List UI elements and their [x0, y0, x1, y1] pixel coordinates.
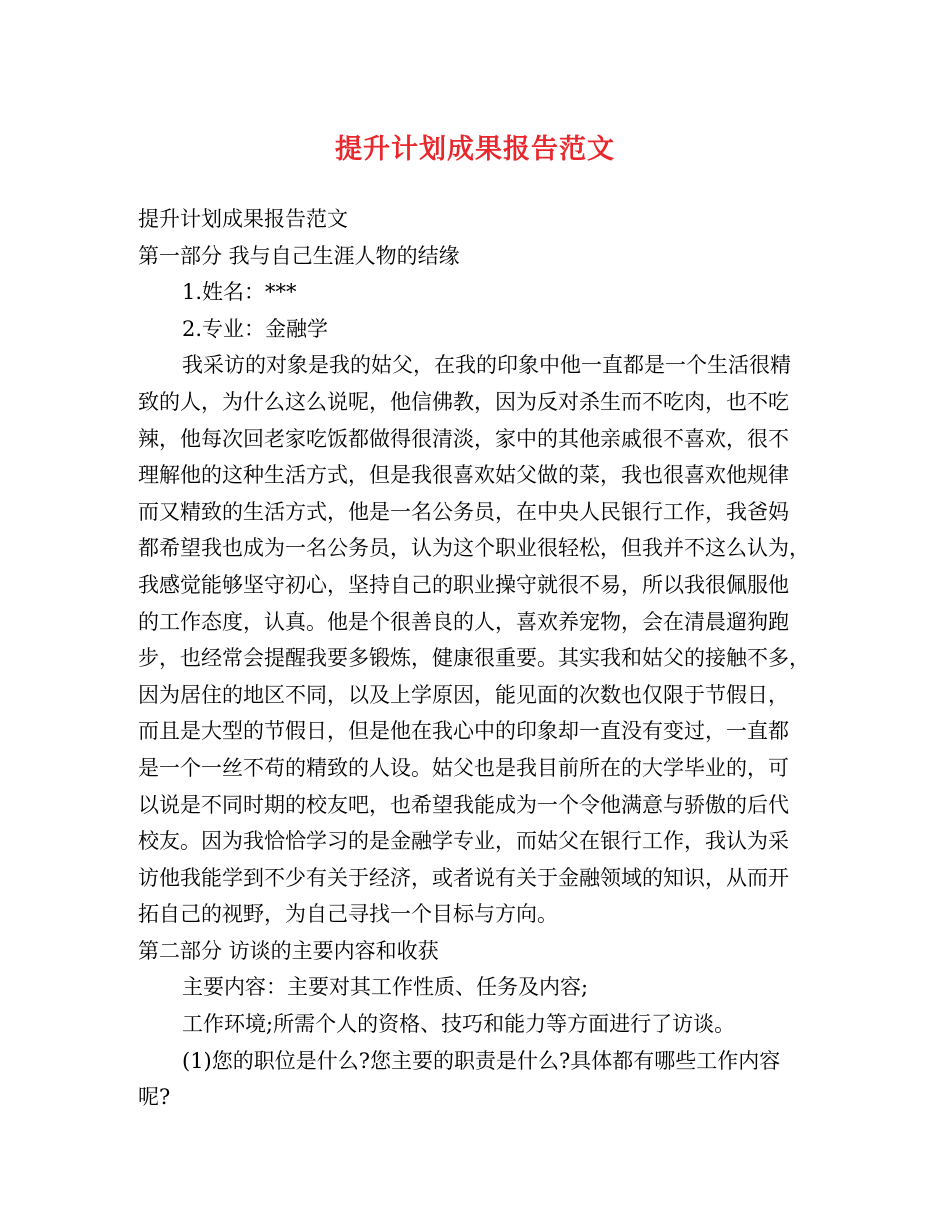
document-body	[138, 201, 828, 1116]
text-line: 第一部分 我与自己生涯人物的结缘	[138, 243, 460, 268]
text-line: 拓自己的视野，为自己寻找一个目标与方向。	[138, 902, 558, 927]
text-line: 访他我能学到不少有关于经济，或者说有关于金融领域的知识，从而开	[138, 865, 789, 890]
text-line: 辣，他每次回老家吃饭都做得很清淡，家中的其他亲戚很不喜欢，很不	[138, 426, 789, 451]
text-line: 呢?	[138, 1085, 171, 1110]
text-line: 我采访的对象是我的姑父，在我的印象中他一直都是一个生活很精	[182, 353, 791, 378]
text-line: 理解他的这种生活方式，但是我很喜欢姑父做的菜，我也很喜欢他规律	[138, 463, 789, 488]
text-line: 都希望我也成为一名公务员，认为这个职业很轻松，但我并不这么认为，	[138, 536, 810, 561]
text-line: 是一个一丝不苟的精致的人设。姑父也是我目前所在的大学毕业的，可	[138, 755, 789, 780]
text-line: 我感觉能够坚守初心，坚持自己的职业操守就很不易，所以我很佩服他	[138, 572, 789, 597]
text-line: 而又精致的生活方式，他是一名公务员，在中央人民银行工作，我爸妈	[138, 499, 789, 524]
text-line: 致的人，为什么这么说呢，他信佛教，因为反对杀生而不吃肉，也不吃	[138, 389, 789, 414]
text-line: 以说是不同时期的校友吧，也希望我能成为一个令他满意与骄傲的后代	[138, 792, 789, 817]
text-line: (1)您的职位是什么?您主要的职责是什么?具体都有哪些工作内容	[182, 1048, 781, 1073]
text-line: 而且是大型的节假日，但是他在我心中的印象却一直没有变过，一直都	[138, 719, 789, 744]
text-line: 2.专业：金融学	[182, 316, 329, 341]
text-line: 主要内容：主要对其工作性质、任务及内容;	[182, 975, 589, 1000]
document-title: 提升计划成果报告范文	[335, 134, 615, 165]
text-line: 工作环境;所需个人的资格、技巧和能力等方面进行了访谈。	[182, 1012, 736, 1037]
text-line: 第二部分 访谈的主要内容和收获	[138, 938, 439, 963]
text-line: 校友。因为我恰恰学习的是金融学专业，而姑父在银行工作，我认为采	[138, 829, 789, 854]
text-line: 步，也经常会提醒我要多锻炼，健康很重要。其实我和姑父的接触不多，	[138, 646, 810, 671]
text-line: 1.姓名：***	[182, 280, 297, 305]
text-line: 因为居住的地区不同，以及上学原因，能见面的次数也仅限于节假日，	[138, 682, 789, 707]
text-line: 提升计划成果报告范文	[138, 207, 348, 231]
text-line: 的工作态度，认真。他是个很善良的人，喜欢养宠物，会在清晨遛狗跑	[138, 609, 789, 634]
